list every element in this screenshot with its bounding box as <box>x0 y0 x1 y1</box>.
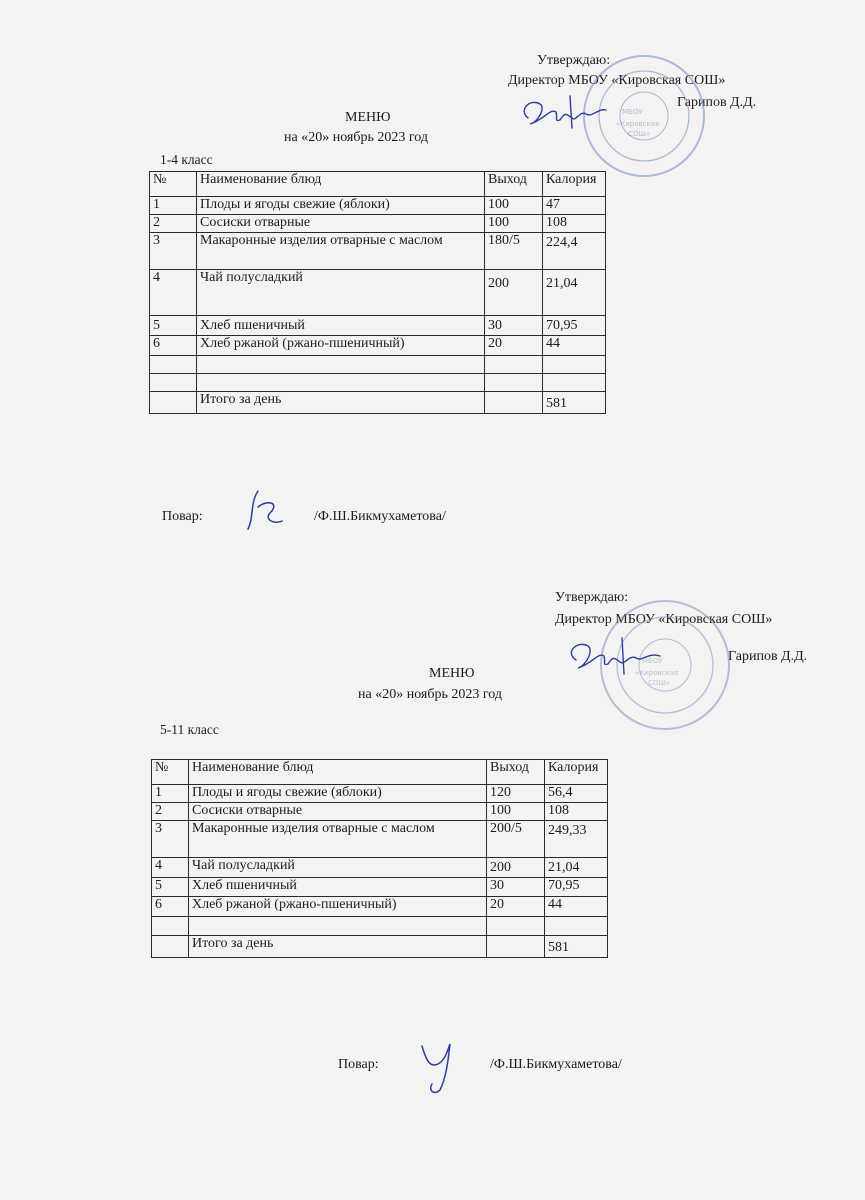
cell-calories: 108 <box>545 803 608 821</box>
svg-text:СОШ»: СОШ» <box>628 130 651 138</box>
col-header-number: № <box>152 760 189 785</box>
menu-date: на «20» ноябрь 2023 год <box>358 687 502 702</box>
cook-signature-icon <box>240 485 290 535</box>
director-signature-icon <box>556 634 679 684</box>
cell-number: 6 <box>152 897 189 917</box>
class-label: 5-11 класс <box>160 722 219 737</box>
table-row-empty <box>152 917 608 936</box>
col-header-name: Наименование блюд <box>197 172 485 197</box>
cell-number: 5 <box>150 316 197 336</box>
table-row-empty <box>150 356 606 374</box>
cell-number: 4 <box>152 858 189 878</box>
menu-table-5-11 <box>151 759 608 958</box>
cell-output: 180/5 <box>485 233 543 270</box>
approve-label: Утверждаю: <box>537 53 611 68</box>
cell-dish: Плоды и ягоды свежие (яблоки) <box>189 785 487 803</box>
cell-number: 1 <box>152 785 189 803</box>
table-total-row <box>150 392 606 414</box>
director-name: Гарипов Д.Д. <box>728 649 808 664</box>
table-row <box>150 197 606 215</box>
director-title: Директор МБОУ «Кировская СОШ» <box>508 73 726 88</box>
cell-number: 3 <box>152 821 189 858</box>
cell-output: 30 <box>485 316 543 336</box>
cell-output: 200 <box>487 858 545 878</box>
cell-dish: Хлеб пшеничный <box>197 316 485 336</box>
col-header-output: Выход <box>487 760 545 785</box>
cell-output: 100 <box>487 803 545 821</box>
table-row <box>152 821 608 858</box>
cell-number: 2 <box>150 215 197 233</box>
menu-table-1-4 <box>149 171 606 414</box>
table-header-row <box>150 172 606 197</box>
table-row <box>152 897 608 917</box>
table-row <box>150 336 606 356</box>
cell-dish: Хлеб ржаной (ржано-пшеничный) <box>197 336 485 356</box>
col-header-name: Наименование блюд <box>189 760 487 785</box>
svg-text:МБОУ: МБОУ <box>642 657 663 665</box>
cell-dish: Чай полусладкий <box>197 270 485 316</box>
cell-output: 20 <box>487 897 545 917</box>
cell-calories: 249,33 <box>545 821 608 858</box>
cell-calories: 44 <box>545 897 608 917</box>
cell-calories: 70,95 <box>543 316 606 336</box>
cell-calories: 21,04 <box>545 858 608 878</box>
cook-signature-icon <box>412 1038 462 1098</box>
cell-dish: Хлеб ржаной (ржано-пшеничный) <box>189 897 487 917</box>
table-row <box>150 270 606 316</box>
cell-dish: Хлеб пшеничный <box>189 878 487 897</box>
approve-label: Утверждаю: <box>555 590 629 605</box>
cell-output: 100 <box>485 197 543 215</box>
cell-number: 2 <box>152 803 189 821</box>
table-row <box>152 858 608 878</box>
cook-name: /Ф.Ш.Бикмухаметова/ <box>490 1057 622 1072</box>
col-header-number: № <box>150 172 197 197</box>
class-label: 1-4 класс <box>160 152 213 167</box>
cell-dish: Сосиски отварные <box>189 803 487 821</box>
menu-title: МЕНЮ <box>345 110 391 125</box>
table-header-row <box>152 760 608 785</box>
cell-output: 200/5 <box>487 821 545 858</box>
cell-number: 5 <box>152 878 189 897</box>
table-row <box>150 316 606 336</box>
table-row <box>152 803 608 821</box>
cell-calories: 47 <box>543 197 606 215</box>
cell-calories: 21,04 <box>543 270 606 316</box>
cell-dish: Плоды и ягоды свежие (яблоки) <box>197 197 485 215</box>
total-value: 581 <box>545 936 608 958</box>
cell-number: 1 <box>150 197 197 215</box>
cell-dish: Сосиски отварные <box>197 215 485 233</box>
cell-output: 20 <box>485 336 543 356</box>
col-header-output: Выход <box>485 172 543 197</box>
cell-dish: Макаронные изделия отварные с маслом <box>189 821 487 858</box>
cell-output: 120 <box>487 785 545 803</box>
director-name: Гарипов Д.Д. <box>677 95 757 110</box>
total-label: Итого за день <box>197 392 485 414</box>
menu-title: МЕНЮ <box>429 666 475 681</box>
table-total-row <box>152 936 608 958</box>
cell-output: 100 <box>485 215 543 233</box>
cell-number: 6 <box>150 336 197 356</box>
director-signature-icon <box>510 90 620 140</box>
total-value: 581 <box>543 392 606 414</box>
cell-number: 3 <box>150 233 197 270</box>
cook-label: Повар: <box>162 509 203 524</box>
table-row <box>152 878 608 897</box>
cell-output: 200 <box>485 270 543 316</box>
cook-label: Повар: <box>338 1057 379 1072</box>
col-header-calories: Калория <box>545 760 608 785</box>
cell-calories: 70,95 <box>545 878 608 897</box>
cell-calories: 224,4 <box>543 233 606 270</box>
cell-calories: 108 <box>543 215 606 233</box>
col-header-calories: Калория <box>543 172 606 197</box>
menu-date: на «20» ноябрь 2023 год <box>284 130 428 145</box>
svg-text:МБОУ: МБОУ <box>622 108 643 116</box>
svg-text:«Кировская: «Кировская <box>635 669 679 677</box>
table-row <box>150 233 606 270</box>
cell-calories: 44 <box>543 336 606 356</box>
cell-dish: Чай полусладкий <box>189 858 487 878</box>
total-label: Итого за день <box>189 936 487 958</box>
table-row <box>152 785 608 803</box>
cell-dish: Макаронные изделия отварные с маслом <box>197 233 485 270</box>
svg-text:СОШ»: СОШ» <box>648 679 671 687</box>
cell-number: 4 <box>150 270 197 316</box>
cook-name: /Ф.Ш.Бикмухаметова/ <box>314 509 446 524</box>
svg-text:«Кировская: «Кировская <box>616 120 660 128</box>
cell-calories: 56,4 <box>545 785 608 803</box>
table-row-empty <box>150 374 606 392</box>
cell-output: 30 <box>487 878 545 897</box>
director-title: Директор МБОУ «Кировская СОШ» <box>555 612 773 627</box>
table-row <box>150 215 606 233</box>
